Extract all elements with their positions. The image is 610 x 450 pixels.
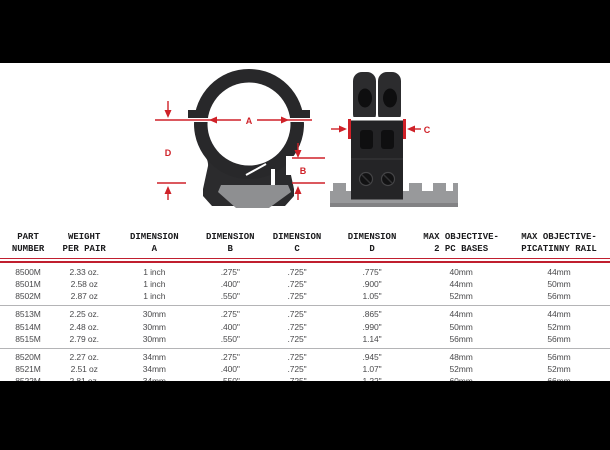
dimension-c-label: C: [423, 125, 431, 135]
spec-cell: 44mm: [449, 279, 473, 290]
spec-cell: 1 inch: [143, 266, 166, 277]
spec-cell: 52mm: [547, 321, 571, 332]
spec-cell: 50mm: [449, 321, 473, 332]
scope-ring-diagrams: [0, 63, 610, 228]
spec-cell: .945": [362, 352, 382, 362]
spec-cell: 56mm: [547, 291, 571, 302]
spec-cell: 8501M: [15, 279, 41, 290]
spec-cell: 44mm: [547, 309, 571, 320]
spec-row-8514M: [0, 321, 610, 333]
spec-cell: 1 inch: [143, 291, 166, 302]
spec-cell: 34mm: [142, 352, 166, 362]
spec-table-section: [0, 228, 610, 381]
spec-cell: .990": [362, 321, 382, 332]
spec-cell: .275": [220, 309, 240, 320]
spec-cell: .725": [287, 266, 307, 277]
spec-cell: 1.05": [362, 291, 382, 302]
scope-ring-side-view: [330, 72, 458, 207]
scope-ring-front-view: [155, 69, 325, 208]
spec-row-8520M: [0, 348, 610, 363]
spec-cell: 2.25 oz.: [69, 309, 99, 320]
spec-cell: 56mm: [547, 352, 571, 362]
dimension-b-label: B: [299, 166, 307, 176]
spec-cell: .725": [287, 352, 307, 362]
spec-cell: .725": [287, 321, 307, 332]
spec-cell: 8502M: [15, 291, 41, 302]
spec-cell: .900": [362, 279, 382, 290]
spec-cell: 56mm: [547, 333, 571, 344]
diagram-band: [0, 63, 610, 228]
spec-cell: 44mm: [547, 266, 571, 277]
spec-cell: .725": [287, 333, 307, 344]
spec-cell: 40mm: [449, 266, 473, 277]
spec-group-1: [0, 263, 610, 305]
column-header-3: DIMENSION A: [130, 232, 179, 254]
spec-cell: .775": [362, 266, 382, 277]
spec-cell: 52mm: [547, 364, 571, 375]
spec-row-8501M: [0, 278, 610, 290]
column-header-7: MAX OBJECTIVE- 2 PC BASES: [423, 232, 499, 254]
spec-row-8502M: [0, 290, 610, 305]
bottom-black-bar: [0, 381, 610, 450]
spec-cell: .275": [220, 352, 240, 362]
spec-cell: 2.27 oz.: [69, 352, 99, 362]
spec-cell: 8520M: [15, 352, 41, 362]
dimension-d-callout: [157, 101, 186, 200]
spec-table: [0, 228, 610, 391]
spec-cell: 2.58 oz: [70, 279, 98, 290]
spec-cell: .400": [220, 279, 240, 290]
spec-cell: 2.51 oz: [70, 364, 98, 375]
spec-cell: 1 inch: [143, 279, 166, 290]
spec-cell: .725": [287, 364, 307, 375]
top-black-bar: [0, 0, 610, 63]
spec-cell: .550": [220, 333, 240, 344]
column-header-2: WEIGHT PER PAIR: [62, 232, 106, 254]
spec-row-8515M: [0, 333, 610, 348]
spec-cell: 30mm: [142, 321, 166, 332]
column-header-6: DIMENSION D: [347, 232, 397, 254]
column-header-4: DIMENSION B: [205, 232, 255, 254]
spec-table-header: [0, 228, 610, 258]
spec-cell: 52mm: [449, 364, 473, 375]
spec-cell: .550": [220, 291, 240, 302]
dimension-d-label: D: [164, 148, 172, 158]
column-header-5: DIMENSION C: [272, 232, 322, 254]
spec-cell: .725": [287, 279, 307, 290]
spec-cell: 8514M: [15, 321, 41, 332]
spec-row-8500M: [0, 263, 610, 278]
spec-cell: 8500M: [15, 266, 41, 277]
spec-cell: 2.33 oz.: [69, 266, 99, 277]
spec-row-8521M: [0, 363, 610, 375]
spec-cell: 52mm: [449, 291, 473, 302]
spec-cell: .725": [287, 291, 307, 302]
spec-group-2: [0, 305, 610, 348]
spec-cell: .400": [220, 364, 240, 375]
column-header-8: MAX OBJECTIVE- PICATINNY RAIL: [521, 232, 597, 254]
spec-cell: .400": [220, 321, 240, 332]
spec-cell: 30mm: [142, 333, 166, 344]
spec-cell: 8513M: [15, 309, 41, 320]
spec-cell: .725": [287, 309, 307, 320]
spec-cell: 48mm: [449, 352, 473, 362]
column-header-1: PART NUMBER: [11, 232, 45, 254]
spec-cell: 1.14": [362, 333, 382, 344]
spec-cell: .275": [220, 266, 240, 277]
spec-row-8513M: [0, 305, 610, 320]
spec-cell: .865": [362, 309, 382, 320]
spec-cell: 2.87 oz: [70, 291, 98, 302]
spec-cell: 1.07": [362, 364, 382, 375]
spec-cell: 50mm: [547, 279, 571, 290]
dimension-a-label: A: [245, 116, 253, 126]
spec-cell: 8521M: [15, 364, 41, 375]
spec-cell: 8515M: [15, 333, 41, 344]
spec-cell: 2.79 oz.: [69, 333, 99, 344]
spec-cell: 30mm: [142, 309, 166, 320]
spec-cell: 2.48 oz.: [69, 321, 99, 332]
spec-cell: 44mm: [449, 309, 473, 320]
spec-cell: 34mm: [142, 364, 166, 375]
spec-cell: 56mm: [449, 333, 473, 344]
